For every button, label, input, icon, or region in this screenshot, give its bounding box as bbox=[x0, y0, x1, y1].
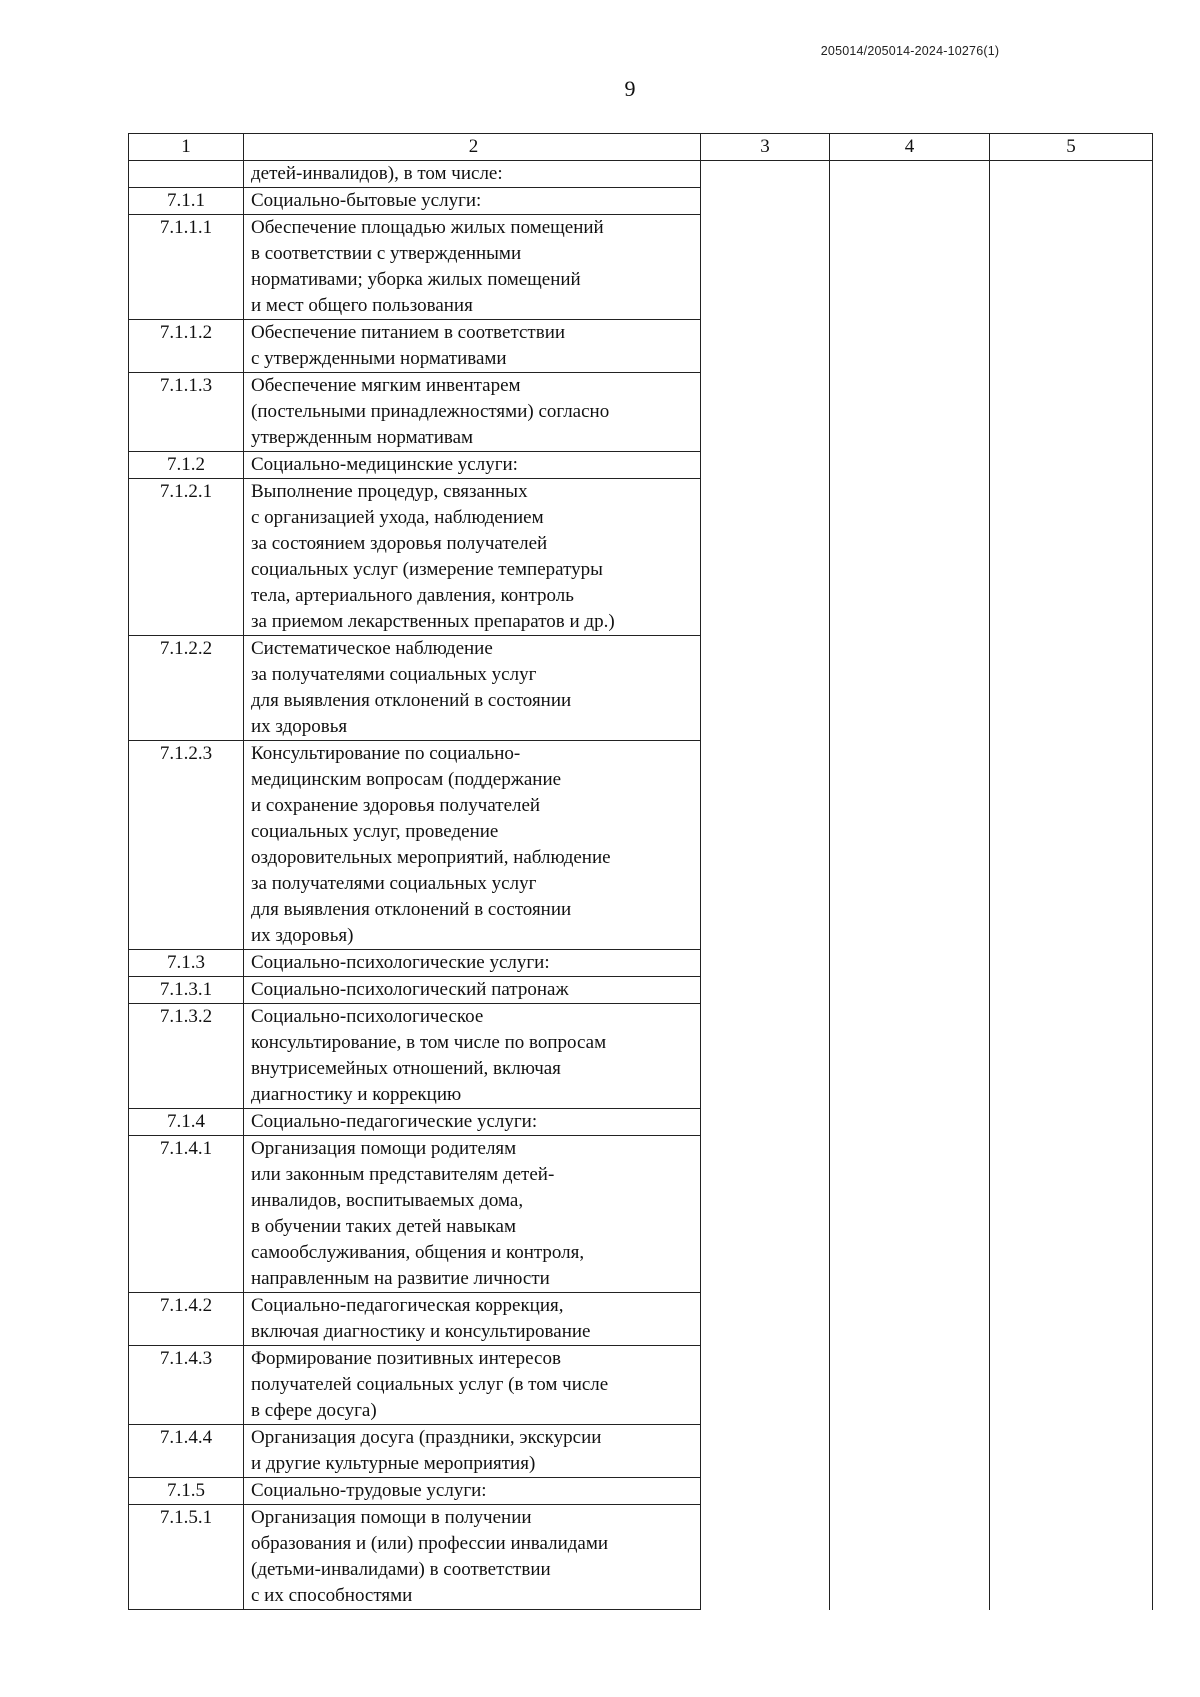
row-description bbox=[244, 741, 701, 950]
row-description bbox=[244, 215, 701, 320]
description-line: консультирование, в том числе по вопросам bbox=[251, 1032, 607, 1053]
header-col-1: 1 bbox=[129, 134, 244, 161]
description-line: Организация помощи родителям bbox=[251, 1138, 517, 1159]
row-number: 7.1.4 bbox=[129, 1109, 244, 1136]
description-line: Формирование позитивных интересов bbox=[251, 1348, 561, 1369]
row-number: 7.1.1.1 bbox=[129, 215, 244, 320]
description-line: Консультирование по социально- bbox=[251, 743, 521, 764]
row-number: 7.1.3.2 bbox=[129, 1004, 244, 1109]
row-number bbox=[129, 161, 244, 188]
description-line: Социально-психологический патронаж bbox=[251, 979, 569, 1000]
description-line: за состоянием здоровья получателей bbox=[251, 533, 548, 554]
description-line: и другие культурные мероприятия) bbox=[251, 1453, 536, 1474]
description-line: внутрисемейных отношений, включая bbox=[251, 1058, 561, 1079]
description-line: включая диагностику и консультирование bbox=[251, 1321, 591, 1342]
empty-col-4 bbox=[830, 161, 990, 1610]
description-line: Обеспечение мягким инвентарем bbox=[251, 375, 521, 396]
row-description bbox=[244, 1346, 701, 1425]
description-line: Систематическое наблюдение bbox=[251, 638, 493, 659]
description-line: Обеспечение питанием в соответствии bbox=[251, 322, 566, 343]
description-line: образования и (или) профессии инвалидами bbox=[251, 1533, 609, 1554]
description-line: их здоровья) bbox=[251, 925, 354, 946]
description-line: Социально-бытовые услуги: bbox=[251, 190, 482, 211]
description-line: с организацией ухода, наблюдением bbox=[251, 507, 544, 528]
description-line: и мест общего пользования bbox=[251, 295, 473, 316]
description-line: социальных услуг (измерение температуры bbox=[251, 559, 603, 580]
row-description bbox=[244, 1425, 701, 1478]
row-number: 7.1.3.1 bbox=[129, 977, 244, 1004]
description-line: тела, артериального давления, контроль bbox=[251, 585, 574, 606]
row-description bbox=[244, 320, 701, 373]
description-line: и сохранение здоровья получателей bbox=[251, 795, 541, 816]
row-number: 7.1.4.3 bbox=[129, 1346, 244, 1425]
description-line: нормативами; уборка жилых помещений bbox=[251, 269, 581, 290]
description-line: Социально-психологическое bbox=[251, 1006, 484, 1027]
description-line: Выполнение процедур, связанных bbox=[251, 481, 528, 502]
document-id: 205014/205014-2024-10276(1) bbox=[820, 44, 1000, 58]
description-line: (постельными принадлежностями) согласно bbox=[251, 401, 610, 422]
row-number: 7.1.1 bbox=[129, 188, 244, 215]
empty-col-5 bbox=[990, 161, 1153, 1610]
services-table bbox=[128, 133, 1153, 1610]
row-number: 7.1.5.1 bbox=[129, 1505, 244, 1610]
header-col-5: 5 bbox=[990, 134, 1153, 161]
description-line: Социально-педагогическая коррекция, bbox=[251, 1295, 564, 1316]
header-col-3: 3 bbox=[701, 134, 830, 161]
description-line: Обеспечение площадью жилых помещений bbox=[251, 217, 604, 238]
description-line: за получателями социальных услуг bbox=[251, 873, 537, 894]
description-line: утвержденным нормативам bbox=[251, 427, 474, 448]
row-description bbox=[244, 1293, 701, 1346]
row-description bbox=[244, 1505, 701, 1610]
header-col-2: 2 bbox=[244, 134, 701, 161]
header-col-4: 4 bbox=[830, 134, 990, 161]
description-line: получателей социальных услуг (в том числе bbox=[251, 1374, 609, 1395]
row-description bbox=[244, 636, 701, 741]
row-number: 7.1.3 bbox=[129, 950, 244, 977]
description-line: детей-инвалидов), в том числе: bbox=[251, 163, 503, 184]
description-line: за приемом лекарственных препаратов и др.) bbox=[251, 611, 615, 632]
description-line: с их способностями bbox=[251, 1585, 413, 1606]
description-line: за получателями социальных услуг bbox=[251, 664, 537, 685]
page-number: 9 bbox=[624, 76, 636, 101]
description-line: с утвержденными нормативами bbox=[251, 348, 507, 369]
description-line: в обучении таких детей навыкам bbox=[251, 1216, 517, 1237]
row-description bbox=[244, 1136, 701, 1293]
row-number: 7.1.1.2 bbox=[129, 320, 244, 373]
description-line: для выявления отклонений в состоянии bbox=[251, 690, 572, 711]
description-line: оздоровительных мероприятий, наблюдение bbox=[251, 847, 611, 868]
row-number: 7.1.5 bbox=[129, 1478, 244, 1505]
description-line: в сфере досуга) bbox=[251, 1400, 377, 1421]
description-line: Социально-медицинские услуги: bbox=[251, 454, 518, 475]
description-line: диагностику и коррекцию bbox=[251, 1084, 462, 1105]
description-line: Организация досуга (праздники, экскурсии bbox=[251, 1427, 602, 1448]
description-line: Организация помощи в получении bbox=[251, 1507, 532, 1528]
row-number: 7.1.1.3 bbox=[129, 373, 244, 452]
row-number: 7.1.2.1 bbox=[129, 479, 244, 636]
row-description bbox=[244, 1004, 701, 1109]
row-number: 7.1.4.4 bbox=[129, 1425, 244, 1478]
empty-col-3 bbox=[701, 161, 830, 1610]
row-number: 7.1.2 bbox=[129, 452, 244, 479]
row-description bbox=[244, 1478, 701, 1505]
description-line: самообслуживания, общения и контроля, bbox=[251, 1242, 585, 1263]
row-number: 7.1.4.2 bbox=[129, 1293, 244, 1346]
description-line: Социально-педагогические услуги: bbox=[251, 1111, 538, 1132]
description-line: социальных услуг, проведение bbox=[251, 821, 499, 842]
description-line: в соответствии с утвержденными bbox=[251, 243, 522, 264]
row-description bbox=[244, 950, 701, 977]
description-line: для выявления отклонений в состоянии bbox=[251, 899, 572, 920]
row-number: 7.1.2.2 bbox=[129, 636, 244, 741]
row-number: 7.1.4.1 bbox=[129, 1136, 244, 1293]
row-description bbox=[244, 1109, 701, 1136]
description-line: их здоровья bbox=[251, 716, 348, 737]
row-number: 7.1.2.3 bbox=[129, 741, 244, 950]
description-line: инвалидов, воспитываемых дома, bbox=[251, 1190, 524, 1211]
description-line: медицинским вопросам (поддержание bbox=[251, 769, 562, 790]
row-description bbox=[244, 373, 701, 452]
description-line: Социально-трудовые услуги: bbox=[251, 1480, 487, 1501]
row-description bbox=[244, 452, 701, 479]
description-line: или законным представителям детей- bbox=[251, 1164, 555, 1185]
row-description bbox=[244, 188, 701, 215]
description-line: (детьми-инвалидами) в соответствии bbox=[251, 1559, 551, 1580]
row-description bbox=[244, 977, 701, 1004]
table-header-row bbox=[129, 134, 1153, 161]
row-description bbox=[244, 479, 701, 636]
table-row bbox=[129, 161, 1153, 188]
description-line: Социально-психологические услуги: bbox=[251, 952, 550, 973]
row-description bbox=[244, 161, 701, 188]
description-line: направленным на развитие личности bbox=[251, 1268, 550, 1289]
